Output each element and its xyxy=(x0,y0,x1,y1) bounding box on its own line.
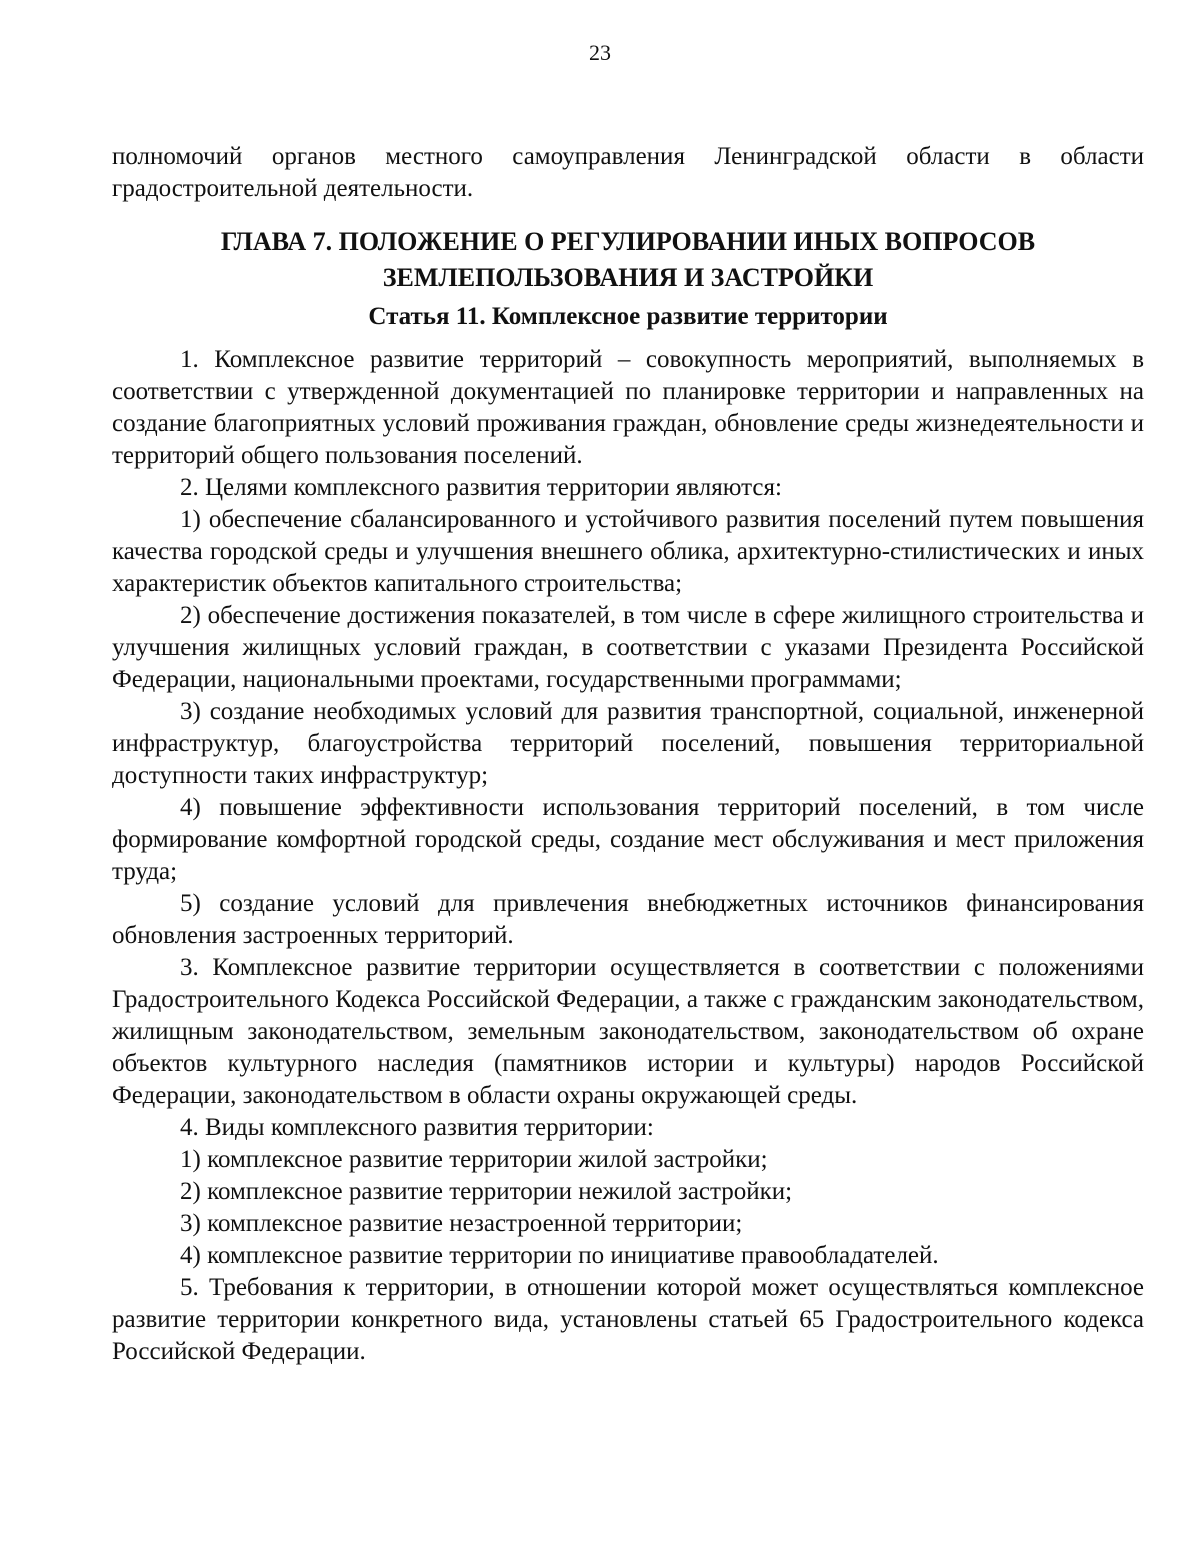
list-item-2-4: 4) повышение эффективности использования территорий поселений, в том числе формирование комфортной городской среды, создание мест обслуживания и мест приложения труда; xyxy=(112,794,1144,885)
list-item-4-2: 2) комплексное развитие территории нежилой застройки; xyxy=(180,1178,793,1205)
paragraph-1: 1. Комплексное развитие территорий – совокупность мероприятий, выполняемых в соответствии с утвержденной документацией по планировке территории и направленных на создание благоприятных условий проживания граждан, обновление среды жизнедеятельности и территорий общего пользования поселений. xyxy=(112,346,1144,469)
list-item-2-5: 5) создание условий для привлечения внебюджетных источников финансирования обновления застроенных территорий. xyxy=(112,890,1144,949)
list-item-4-4: 4) комплексное развитие территории по инициативе правообладателей. xyxy=(180,1242,939,1269)
list-item-2-1: 1) обеспечение сбалансированного и устойчивого развития поселений путем повышения качества городской среды и улучшения внешнего облика, архитектурно-стилистических и иных характеристик объектов капитального строительства; xyxy=(112,506,1144,597)
paragraph-2: 2. Целями комплексного развития территории являются: xyxy=(180,474,782,501)
list-item-4-3: 3) комплексное развитие незастроенной территории; xyxy=(180,1210,743,1237)
intro-paragraph: полномочий органов местного самоуправления Ленинградской области в области градостроительной деятельности. xyxy=(112,143,1144,202)
list-item-2-3: 3) создание необходимых условий для развития транспортной, социальной, инженерной инфраструктур, благоустройства территорий поселений, повышения территориальной доступности таких инфраструктур; xyxy=(112,698,1144,789)
chapter-title-line-2: ЗЕМЛЕПОЛЬЗОВАНИЯ И ЗАСТРОЙКИ xyxy=(382,263,874,292)
list-item-2-2: 2) обеспечение достижения показателей, в том числе в сфере жилищного строительства и улучшения жилищных условий граждан, в соответствии с указами Президента Российской Федерации, национальными проектами, государственными программами; xyxy=(112,602,1144,693)
paragraph-4: 4. Виды комплексного развития территории: xyxy=(180,1114,654,1141)
paragraph-3: 3. Комплексное развитие территории осуществляется в соответствии с положениями Градостроительного Кодекса Российской Федерации, а также с гражданским законодательством, жилищным законодательством, земельным законодательством, законодательством об охране объектов культурного наследия (памятников истории и культуры) народов Российской Федерации, законодательством в области охраны окружающей среды. xyxy=(112,954,1144,1109)
chapter-title xyxy=(112,224,1144,296)
page-number: 23 xyxy=(589,40,611,65)
chapter-title-line-1: ГЛАВА 7. ПОЛОЖЕНИЕ О РЕГУЛИРОВАНИИ ИНЫХ ВОПРОСОВ xyxy=(220,227,1036,256)
article-title: Статья 11. Комплексное развитие территории xyxy=(368,303,888,330)
paragraph-5: 5. Требования к территории, в отношении которой может осуществляться комплексное развитие территории конкретного вида, установлены статьей 65 Градостроительного кодекса Российской Федерации. xyxy=(112,1274,1144,1365)
list-item-4-1: 1) комплексное развитие территории жилой застройки; xyxy=(180,1146,768,1173)
document-body xyxy=(112,141,1144,1368)
